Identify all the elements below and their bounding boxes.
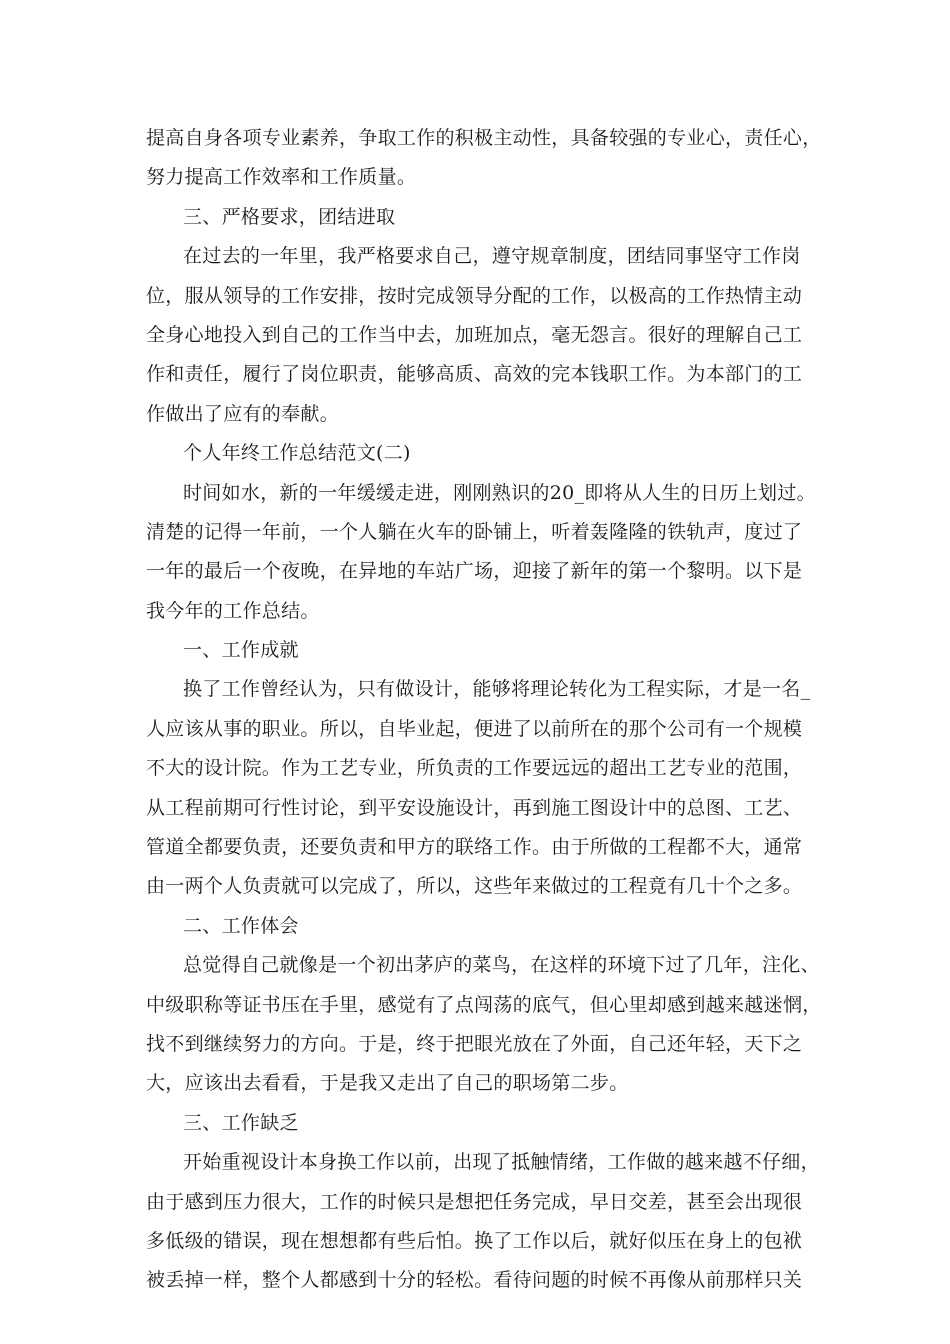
text-line: 我今年的工作总结。: [146, 599, 320, 622]
text-line: 从工程前期可行性讨论，到平安设施设计，再到施工图设计中的总图、工艺、: [146, 796, 803, 819]
text-line: 人应该从事的职业。所以，自毕业起，便进了以前所在的那个公司有一个规模: [146, 717, 803, 740]
text-line: 不大的设计院。作为工艺专业，所负责的工作要远远的超出工艺专业的范围，: [146, 757, 803, 780]
text-line: 三、严格要求，团结进取: [183, 205, 396, 228]
text-line: 清楚的记得一年前，一个人躺在火车的卧铺上，听着轰隆隆的铁轨声，度过了: [146, 520, 803, 543]
text-line: 努力提高工作效率和工作质量。: [146, 166, 417, 189]
text-line: 大，应该出去看看，于是我又走出了自己的职场第二步。: [146, 1072, 629, 1095]
text-line: 三、工作缺乏: [183, 1111, 299, 1134]
document-body: [146, 119, 822, 1301]
text-line: 全身心地投入到自己的工作当中去，加班加点，毫无怨言。很好的理解自己工: [146, 323, 803, 346]
text-line: 中级职称等证书压在手里，感觉有了点闯荡的底气，但心里却感到越来越迷惘，: [146, 993, 822, 1016]
text-line: 时间如水，新的一年缓缓走进，刚刚熟识的20_即将从人生的日历上划过。: [183, 481, 816, 504]
text-line: 总觉得自己就像是一个初出茅庐的菜鸟，在这样的环境下过了几年，注化、: [183, 954, 820, 977]
text-line: 作做出了应有的奉献。: [146, 402, 340, 425]
text-line: 开始重视设计本身换工作以前，出现了抵触情绪，工作做的越来越不仔细，: [183, 1151, 820, 1174]
text-line: 找不到继续努力的方向。于是，终于把眼光放在了外面，自己还年轻，天下之: [146, 1032, 803, 1055]
text-line: 位，服从领导的工作安排，按时完成领导分配的工作，以极高的工作热情主动: [146, 284, 803, 307]
text-line: 被丢掉一样，整个人都感到十分的轻松。看待问题的时候不再像从前那样只关: [146, 1269, 803, 1292]
text-line: 多低级的错误，现在想想都有些后怕。换了工作以后，就好似压在身上的包袱: [146, 1229, 803, 1252]
text-line: 由一两个人负责就可以完成了，所以，这些年来做过的工程竟有几十个之多。: [146, 875, 803, 898]
text-line: 二、工作体会: [183, 914, 299, 937]
text-line: 在过去的一年里，我严格要求自己，遵守规章制度，团结同事坚守工作岗: [183, 245, 801, 268]
text-line: 作和责任，履行了岗位职责，能够高质、高效的完本钱职工作。为本部门的工: [146, 363, 803, 386]
text-line: 一、工作成就: [183, 639, 299, 662]
text-line: 提高自身各项专业素养，争取工作的积极主动性，具备较强的专业心，责任心，: [146, 127, 822, 149]
text-line: 一年的最后一个夜晚，在异地的车站广场，迎接了新年的第一个黎明。以下是: [146, 560, 803, 583]
text-line: 由于感到压力很大，工作的时候只是想把任务完成，早日交差，甚至会出现很: [146, 1190, 803, 1213]
text-line: 换了工作曾经认为，只有做设计，能够将理论转化为工程实际，才是一名_: [183, 678, 811, 701]
text-line: 个人年终工作总结范文(二): [183, 442, 411, 465]
text-line: 管道全都要负责，还要负责和甲方的联络工作。由于所做的工程都不大，通常: [146, 836, 803, 859]
